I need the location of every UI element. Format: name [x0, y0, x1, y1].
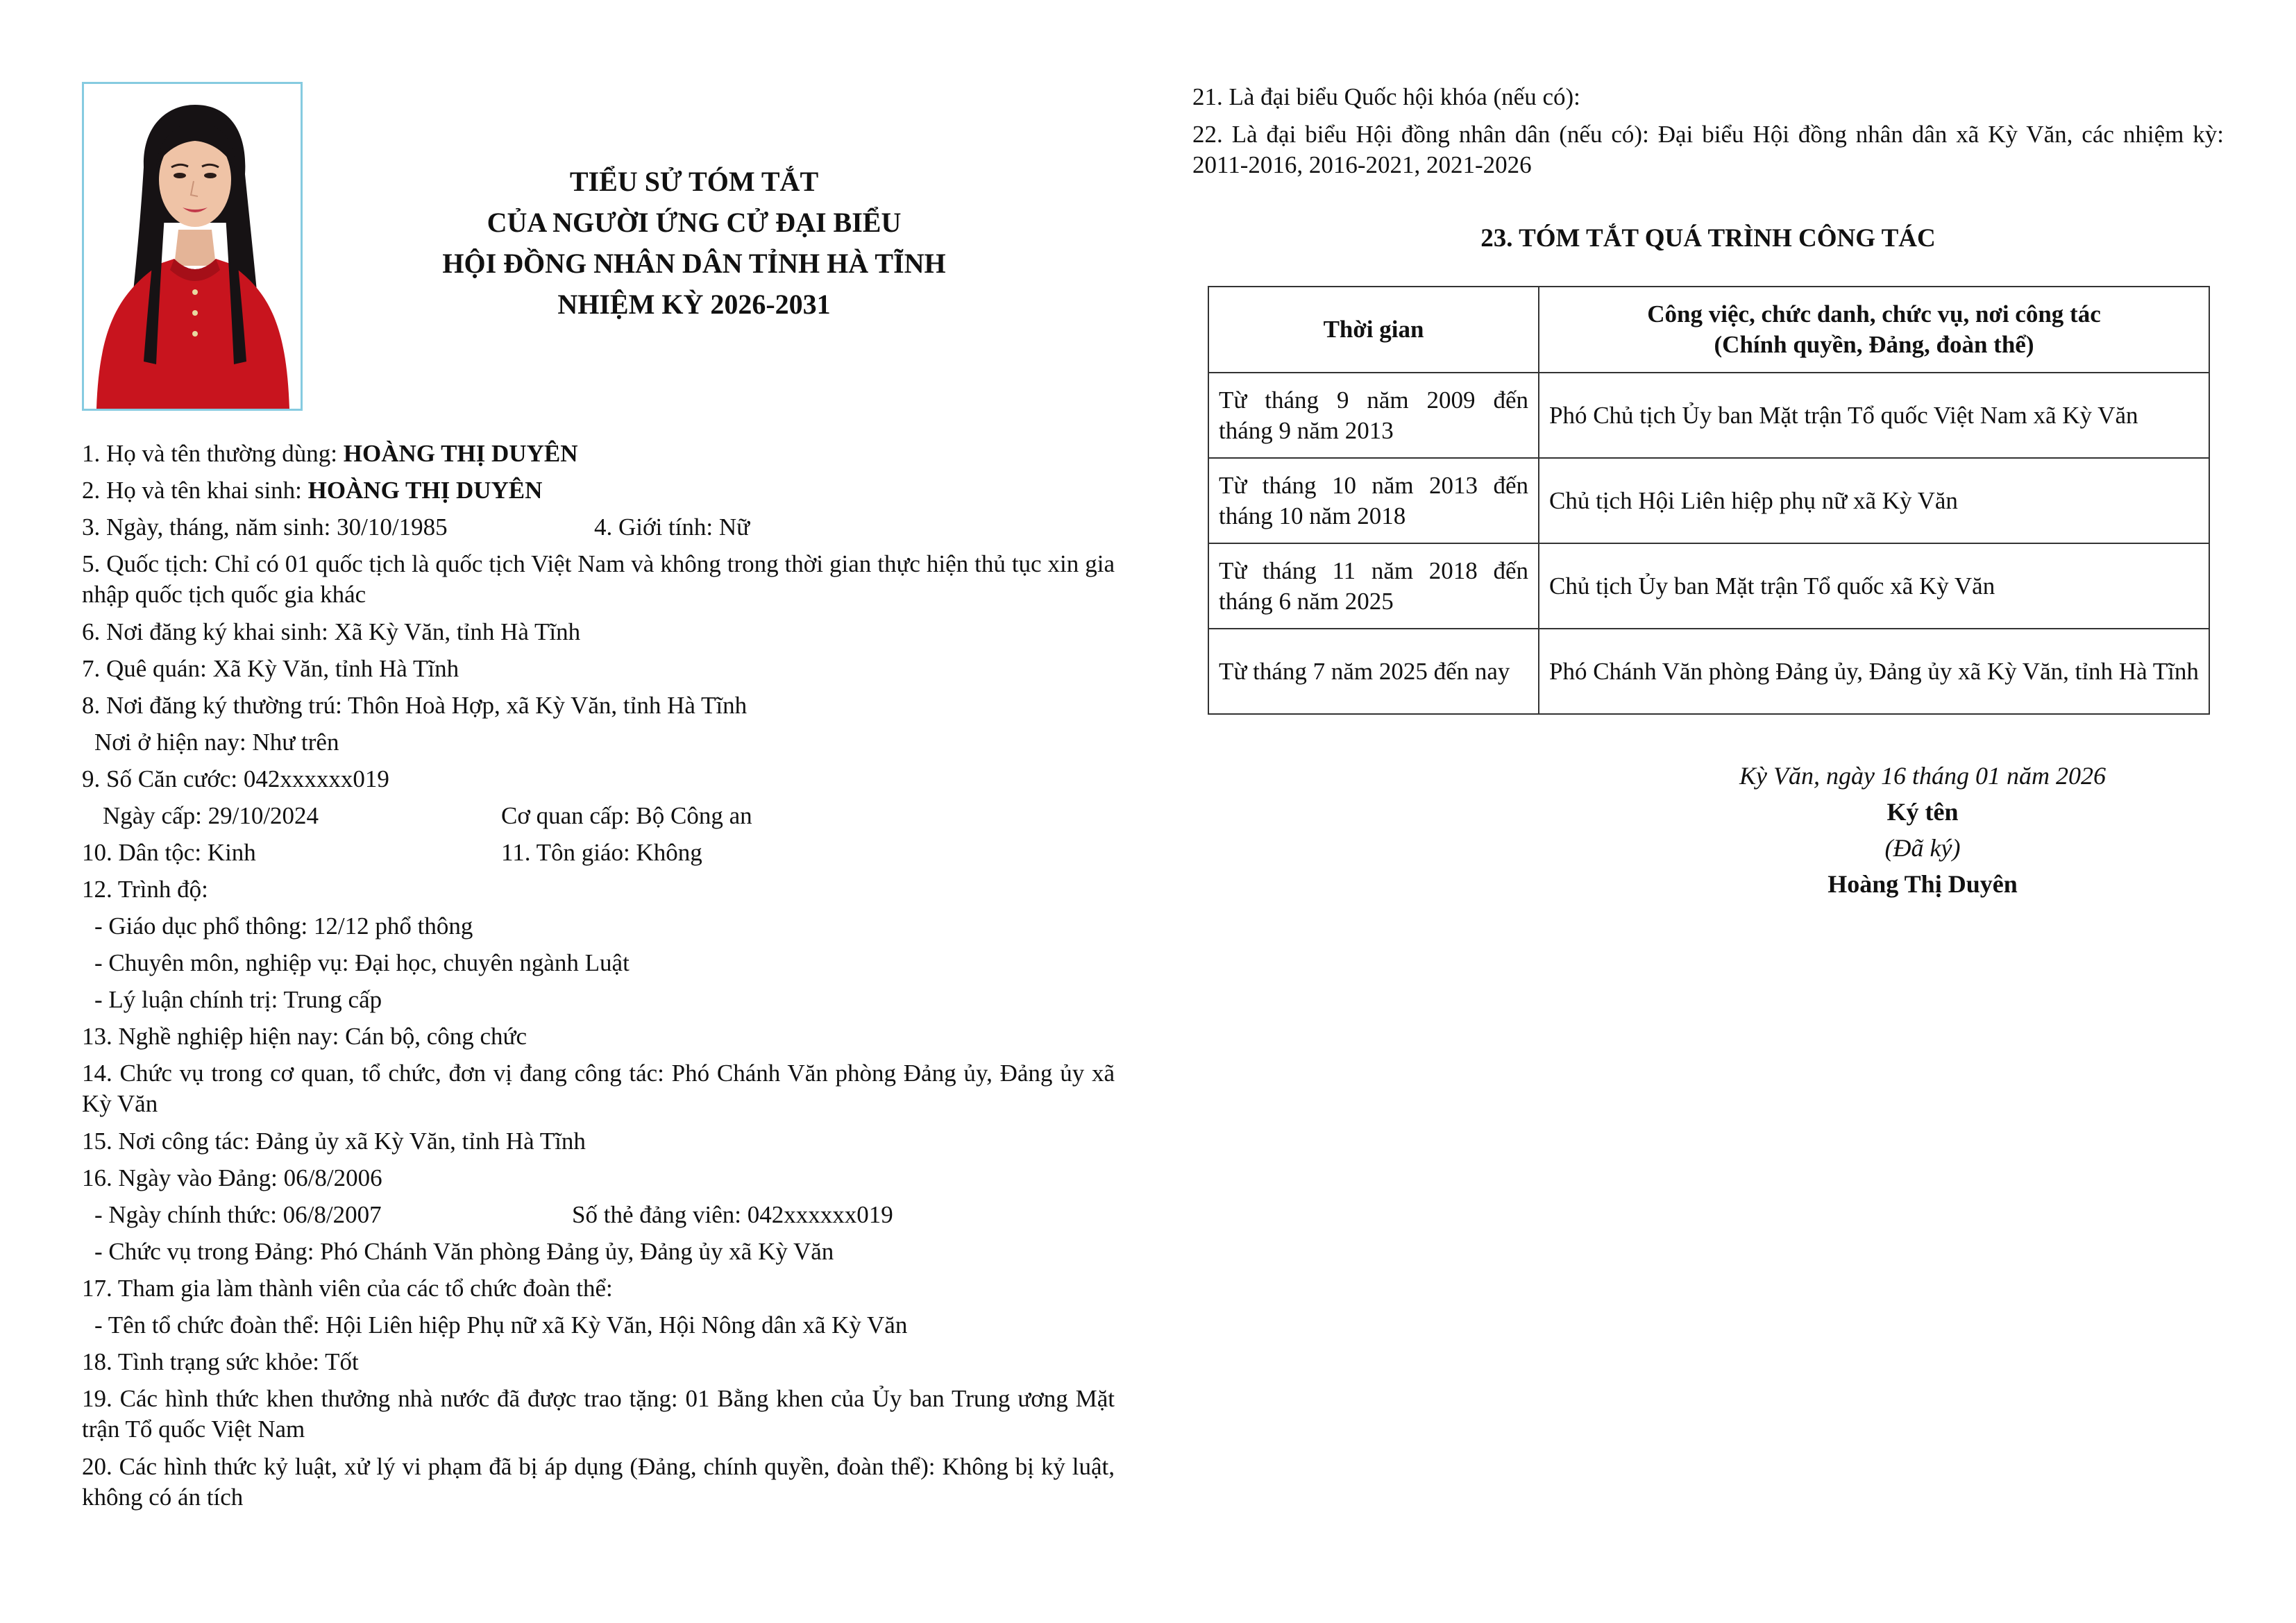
field-date-of-birth: 3. Ngày, tháng, năm sinh: 30/10/1985 [82, 513, 448, 541]
row-time: Từ tháng 7 năm 2025 đến nay [1208, 629, 1539, 714]
row-time: Từ tháng 9 năm 2009 đến tháng 9 năm 2013 [1208, 373, 1539, 458]
field-awards: 19. Các hình thức khen thưởng nhà nước đã được trao tặng: 01 Bằng khen của Ủy ban Trung ương Mặt trận Tổ quốc Việt Nam [82, 1385, 1115, 1443]
row-job: Chủ tịch Hội Liên hiệp phụ nữ xã Kỳ Văn [1539, 458, 2209, 543]
title-line-3: HỘI ĐỒNG NHÂN DÂN TỈNH HÀ TĨNH [442, 248, 946, 279]
field-common-name [82, 439, 1115, 475]
field-birth-name [82, 475, 1115, 512]
table-row [1208, 458, 2209, 543]
field-position: 14. Chức vụ trong cơ quan, tổ chức, đơn vị đang công tác: Phó Chánh Văn phòng Đảng ủy, Đảng ủy xã Kỳ Văn [82, 1060, 1115, 1117]
field-hometown: 7. Quê quán: Xã Kỳ Văn, tỉnh Hà Tĩnh [82, 655, 459, 682]
candidate-portrait-image [84, 84, 301, 409]
field-professional-qualification: - Chuyên môn, nghiệp vụ: Đại học, chuyên ngành Luật [94, 949, 630, 976]
field-id-number: 9. Số Căn cước: 042xxxxxx019 [82, 765, 389, 792]
field-organizations: - Tên tổ chức đoàn thể: Hội Liên hiệp Phụ nữ xã Kỳ Văn, Hội Nông dân xã Kỳ Văn [94, 1311, 908, 1339]
field-dob-gender [82, 512, 1115, 549]
column-header-job-line1: Công việc, chức danh, chức vụ, nơi công tác [1647, 300, 2101, 328]
title-line-2: CỦA NGƯỜI ỨNG CỬ ĐẠI BIỂU [487, 207, 902, 238]
field-religion: 11. Tôn giáo: Không [501, 839, 702, 866]
table-row [1208, 543, 2209, 629]
table-header-row [1208, 287, 2209, 373]
table-row [1208, 629, 2209, 714]
bio-fields [82, 439, 1115, 1520]
row-time: Từ tháng 11 năm 2018 đến tháng 6 năm 2025 [1208, 543, 1539, 629]
field-political-theory: - Lý luận chính trị: Trung cấp [94, 986, 382, 1013]
field-health: 18. Tình trạng sức khỏe: Tốt [82, 1348, 359, 1375]
field-ethnicity-religion [82, 838, 1115, 874]
field-general-education: - Giáo dục phổ thông: 12/12 phổ thông [94, 912, 473, 940]
field-id-issue-date: Ngày cấp: 29/10/2024 [103, 802, 319, 829]
field-birth-registration: 6. Nơi đăng ký khai sinh: Xã Kỳ Văn, tỉnh Hà Tĩnh [82, 618, 581, 645]
table-row [1208, 373, 2209, 458]
field-occupation: 13. Nghề nghiệp hiện nay: Cán bộ, công chức [82, 1023, 527, 1050]
work-history-table [1208, 286, 2210, 715]
field-nationality: 5. Quốc tịch: Chỉ có 01 quốc tịch là quốc tịch Việt Nam và không trong thời gian thực hiện thủ tục xin gia nhập quốc tịch quốc gia khác [82, 550, 1115, 608]
field-workplace: 15. Nơi công tác: Đảng ủy xã Kỳ Văn, tỉnh Hà Tĩnh [82, 1128, 586, 1155]
column-header-time: Thời gian [1208, 287, 1539, 373]
signature-name: Hoàng Thị Duyên [1827, 870, 2018, 898]
field-common-name-value: HOÀNG THỊ DUYÊN [343, 440, 578, 467]
delegate-fields [1192, 82, 2224, 180]
field-current-residence: Nơi ở hiện nay: Như trên [94, 729, 339, 756]
field-party-official-date: - Ngày chính thức: 06/8/2007 [94, 1201, 382, 1228]
field-gender: 4. Giới tính: Nữ [594, 513, 750, 541]
field-party-join-date: 16. Ngày vào Đảng: 06/8/2006 [82, 1164, 382, 1191]
candidate-photo [82, 82, 303, 411]
row-job: Chủ tịch Ủy ban Mặt trận Tổ quốc xã Kỳ Văn [1539, 543, 2209, 629]
field-party-card-number: Số thẻ đảng viên: 042xxxxxx019 [572, 1201, 893, 1228]
field-ethnicity: 10. Dân tộc: Kinh [82, 839, 256, 866]
field-national-assembly: 21. Là đại biểu Quốc hội khóa (nếu có): [1192, 83, 1580, 110]
title-line-1: TIỂU SỬ TÓM TẮT [569, 166, 819, 197]
field-peoples-council: 22. Là đại biểu Hội đồng nhân dân (nếu có): Đại biểu Hội đồng nhân dân xã Kỳ Văn, các nhiệm kỳ: 2011-2016, 2016-2021, 2021-2026 [1192, 121, 2224, 178]
field-id-issue [82, 801, 1115, 838]
field-permanent-address: 8. Nơi đăng ký thường trú: Thôn Hoà Hợp, xã Kỳ Văn, tỉnh Hà Tĩnh [82, 692, 748, 719]
signature-label: Ký tên [1886, 798, 1959, 826]
row-time: Từ tháng 10 năm 2013 đến tháng 10 năm 2018 [1208, 458, 1539, 543]
document-title [333, 161, 1055, 325]
row-job: Phó Chánh Văn phòng Đảng ủy, Đảng ủy xã Kỳ Văn, tỉnh Hà Tĩnh [1539, 629, 2209, 714]
row-job: Phó Chủ tịch Ủy ban Mặt trận Tổ quốc Việt Nam xã Kỳ Văn [1539, 373, 2209, 458]
column-header-job [1539, 287, 2209, 373]
signature-place-date: Kỳ Văn, ngày 16 tháng 01 năm 2026 [1739, 762, 2106, 790]
column-header-job-line2: (Chính quyền, Đảng, đoàn thể) [1714, 331, 2034, 358]
field-party-official [82, 1200, 1115, 1237]
signature-signed-note: (Đã ký) [1884, 834, 1961, 862]
field-education-heading: 12. Trình độ: [82, 876, 208, 903]
field-birth-name-value: HOÀNG THỊ DUYÊN [307, 477, 543, 504]
signature-block [1652, 758, 2193, 902]
field-birth-name-label: 2. Họ và tên khai sinh: [82, 477, 308, 504]
work-history-title: 23. TÓM TẮT QUÁ TRÌNH CÔNG TÁC [1480, 224, 1936, 253]
field-discipline: 20. Các hình thức kỷ luật, xử lý vi phạm đã bị áp dụng (Đảng, chính quyền, đoàn thể): Không bị kỷ luật, không có án tích [82, 1453, 1115, 1511]
title-line-4: NHIỆM KỲ 2026-2031 [557, 289, 831, 320]
field-organizations-heading: 17. Tham gia làm thành viên của các tổ chức đoàn thể: [82, 1275, 613, 1302]
field-party-position: - Chức vụ trong Đảng: Phó Chánh Văn phòng Đảng ủy, Đảng ủy xã Kỳ Văn [94, 1238, 834, 1265]
field-id-issuer: Cơ quan cấp: Bộ Công an [501, 802, 752, 829]
field-common-name-label: 1. Họ và tên thường dùng: [82, 440, 344, 467]
